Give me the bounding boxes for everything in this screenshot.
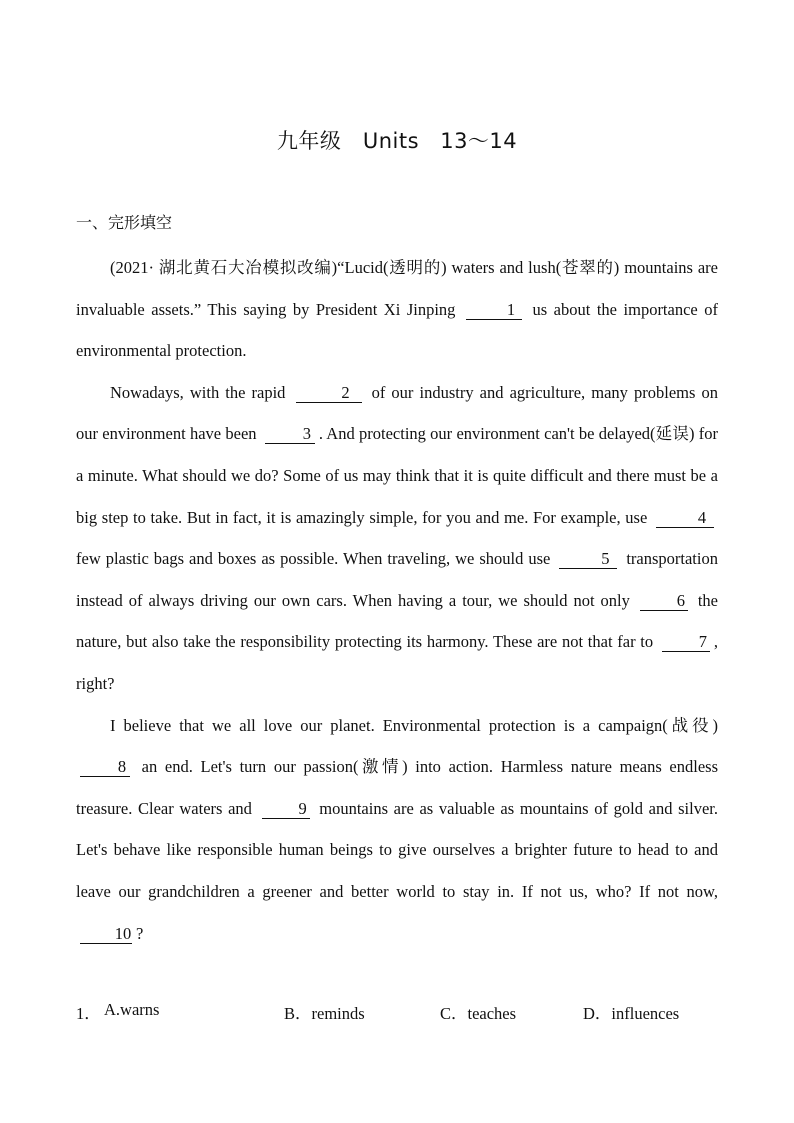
blank-5: 5 bbox=[559, 550, 617, 569]
text: ? bbox=[136, 923, 144, 943]
text: . And protecting our environment can't be delayed(延误) for a minute. What should we do? Some of us may think that it is quite difficult and there must be a big step to take. But in fact, it is amazingly simple, for you and me. For example, use bbox=[76, 424, 718, 527]
blank-7: 7 bbox=[662, 633, 710, 652]
text: transportation instead of always driving our own cars. When having a tour, we should not only bbox=[76, 549, 718, 610]
paragraph-1 bbox=[76, 247, 718, 372]
question-number: 1． bbox=[76, 1004, 101, 1023]
option-d: D．influences bbox=[583, 1004, 680, 1023]
option-c: C．teaches bbox=[440, 1004, 517, 1023]
blank-10: 10 bbox=[80, 925, 132, 944]
option-a: A.warns bbox=[104, 1000, 160, 1019]
paragraph-2 bbox=[76, 372, 718, 705]
text: few plastic bags and boxes as possible. When traveling, we should use bbox=[76, 549, 556, 569]
blank-8: 8 bbox=[80, 758, 130, 777]
blank-4: 4 bbox=[656, 509, 714, 528]
text: of our industry and agriculture, many problems on our environment have been bbox=[76, 382, 718, 444]
text: Nowadays, with the rapid bbox=[110, 382, 292, 402]
page-title: 九年级 Units 13～14 bbox=[276, 129, 518, 153]
text: an end. Let's turn our passion(激情) into action. Harmless nature means endless treasure. Clear waters and bbox=[76, 757, 718, 818]
text: the nature, but also take the responsibility protecting its harmony. These are not that far to bbox=[76, 590, 718, 652]
blank-6: 6 bbox=[640, 592, 688, 611]
text: us about the importance of environmental protection. bbox=[76, 299, 719, 361]
cloze-passage bbox=[76, 247, 718, 954]
text: I believe that we all love our planet. Environmental protection is a campaign(战役) bbox=[110, 715, 718, 735]
text: mountains are as valuable as mountains of gold and silver. Let's behave like responsible human beings to give ourselves a brighter future to head to and leave our grandchildren a greener and better world to stay in. If not us, who? If not now, bbox=[76, 798, 718, 901]
question-1-options bbox=[76, 1000, 679, 1024]
text: , right? bbox=[76, 632, 718, 693]
blank-3: 3 bbox=[265, 425, 315, 444]
blank-1: 1 bbox=[466, 301, 522, 320]
blank-2: 2 bbox=[296, 384, 362, 403]
section-heading: 一、完形填空 bbox=[76, 213, 173, 232]
text: (2021· 湖北黄石大冶模拟改编)“Lucid(透明的) waters and lush(苍翠的) mountains are invaluable assets.” This saying by President Xi Jinping bbox=[76, 258, 718, 319]
blank-9: 9 bbox=[262, 800, 310, 819]
paragraph-3 bbox=[76, 705, 718, 955]
option-b: B．reminds bbox=[284, 1004, 365, 1023]
